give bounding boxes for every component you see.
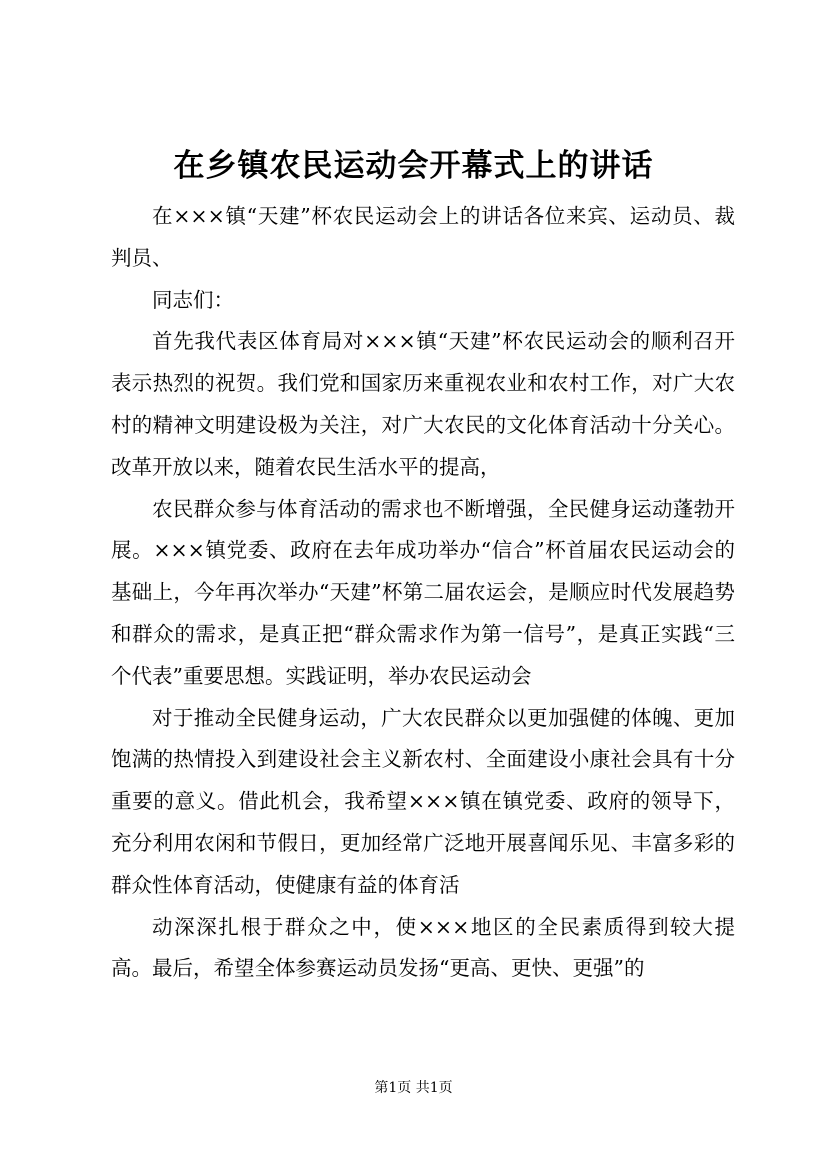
paragraph: 首先我代表区体育局对×××镇“天建”杯农民运动会的顺利召开表示热烈的祝贺。我们党和国家历来重视农业和农村工作，对广大农村的精神文明建设极为关注，对广大农民的文化体育活动十分关心。改革开放以来，随着农民生活水平的提高，	[111, 329, 735, 479]
paragraph: 农民群众参与体育活动的需求也不断增强，全民健身运动蓬勃开展。×××镇党委、政府在去年成功举办“信合”杯首届农民运动会的基础上，今年再次举办“天建”杯第二届农运会，是顺应时代发展趋势和群众的需求，是真正把“群众需求作为第一信号”，是真正实践“三个代表”重要思想。实践证明，举办农民运动会	[111, 496, 735, 688]
paragraph: 动深深扎根于群众之中，使×××地区的全民素质得到较大提高。最后，希望全体参赛运动员发扬“更高、更快、更强”的	[111, 914, 735, 981]
document-title: 在乡镇农民运动会开幕式上的讲话	[173, 148, 654, 184]
paragraph: 同志们：	[152, 287, 234, 312]
page-footer: 第1页 共1页	[374, 1080, 453, 1096]
paragraph: 对于推动全民健身运动，广大农民群众以更加强健的体魄、更加饱满的热情投入到建设社会主义新农村、全面建设小康社会具有十分重要的意义。借此机会，我希望×××镇在镇党委、政府的领导下，充分利用农闲和节假日，更加经常广泛地开展喜闻乐见、丰富多彩的群众性体育活动，使健康有益的体育活	[111, 705, 735, 897]
document-body	[111, 196, 735, 990]
paragraph: 在×××镇“天建”杯农民运动会上的讲话各位来宾、运动员、裁判员、	[111, 204, 735, 270]
